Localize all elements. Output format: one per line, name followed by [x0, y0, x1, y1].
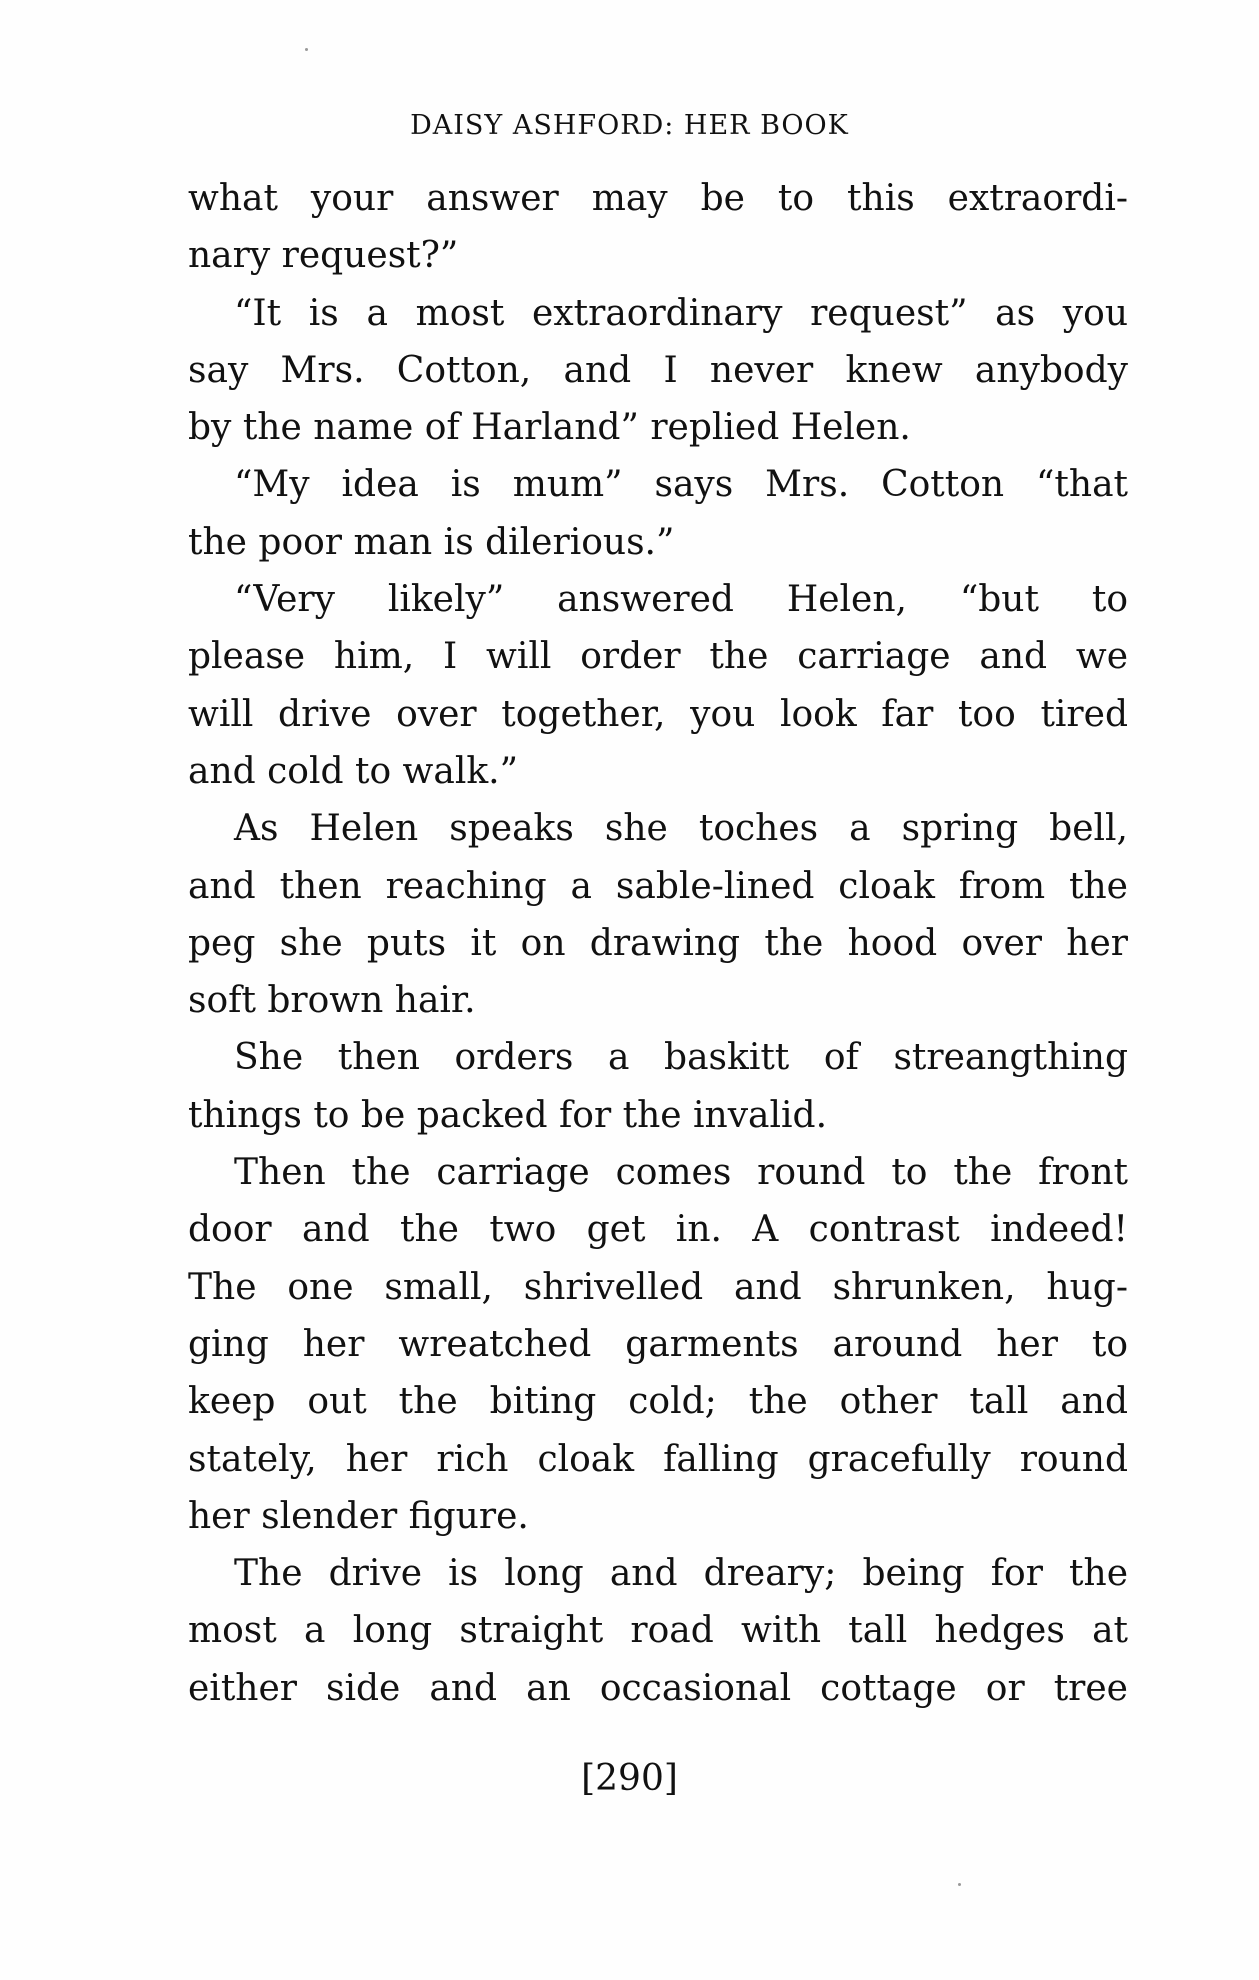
text-line: Then the carriage comes round to the front — [234, 1152, 1128, 1194]
paper-speck — [305, 48, 308, 51]
text-line: by the name of Harland” replied Helen. — [188, 407, 911, 449]
text-line: “Very likely” answered Helen, “but to — [234, 579, 1128, 621]
text-line: things to be packed for the invalid. — [188, 1094, 828, 1136]
text-line: She then orders a baskitt of streangthing — [234, 1037, 1128, 1079]
text-line: As Helen speaks she toches a spring bell, — [234, 808, 1128, 850]
body-text — [188, 170, 1128, 1717]
text-line: “It is a most extraordinary request” as you — [234, 292, 1128, 334]
text-line: most a long straight road with tall hedges at — [188, 1610, 1128, 1652]
text-line: door and the two get in. A contrast indeed! — [188, 1209, 1128, 1251]
text-line: will drive over together, you look far too tired — [188, 693, 1128, 735]
text-line: what your answer may be to this extraordi- — [188, 178, 1128, 219]
text-line: her slender figure. — [188, 1495, 529, 1537]
text-line: keep out the biting cold; the other tall and — [188, 1381, 1128, 1423]
page-number: [290] — [581, 1758, 678, 1799]
text-line: say Mrs. Cotton, and I never knew anybody — [188, 349, 1128, 391]
text-line: The one small, shrivelled and shrunken, hug- — [188, 1266, 1128, 1308]
paper-speck — [958, 1883, 961, 1886]
text-line: “My idea is mum” says Mrs. Cotton “that — [234, 464, 1128, 506]
text-line: peg she puts it on drawing the hood over her — [188, 922, 1128, 964]
text-line: and then reaching a sable-lined cloak from the — [188, 865, 1128, 907]
running-head: DAISY ASHFORD: HER BOOK — [410, 110, 849, 141]
text-line: ging her wreatched garments around her to — [188, 1323, 1128, 1365]
text-line: nary request?” — [188, 235, 459, 277]
text-line: please him, I will order the carriage and we — [188, 636, 1128, 678]
text-line: The drive is long and dreary; being for the — [234, 1553, 1128, 1595]
text-line: either side and an occasional cottage or tree — [188, 1667, 1128, 1709]
text-line: soft brown hair. — [188, 980, 476, 1022]
text-line: the poor man is dilerious.” — [188, 521, 675, 563]
text-line: and cold to walk.” — [188, 750, 519, 792]
text-line: stately, her rich cloak falling gracefully round — [188, 1438, 1128, 1480]
